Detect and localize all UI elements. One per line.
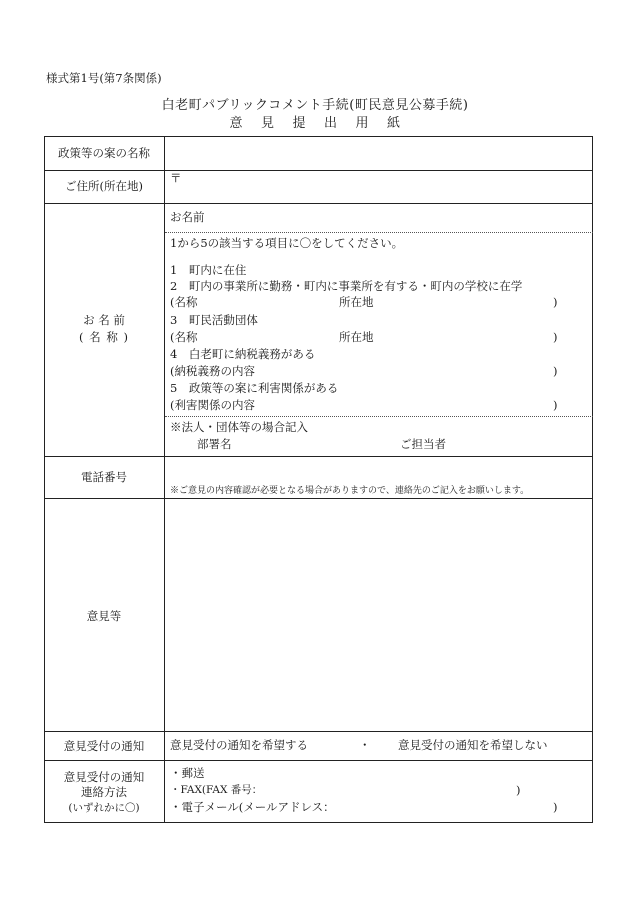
subtitle-char: 用	[355, 116, 370, 131]
dotted-divider	[165, 232, 593, 233]
option-3-location: 所在地	[339, 330, 374, 344]
row-divider	[44, 760, 593, 761]
phone-label: 電話番号	[81, 470, 127, 484]
name-heading: お名前	[170, 210, 205, 224]
option-3-close: )	[553, 330, 558, 344]
contact-person-label: ご担当者	[400, 437, 446, 451]
row-divider	[44, 456, 593, 457]
option-4[interactable]: 4 白老町に納税義務がある	[170, 347, 316, 361]
contact-fax-option[interactable]: ・FAX(FAX 番号：	[170, 784, 263, 796]
subtitle-char: 見	[260, 116, 275, 131]
page-subtitle	[0, 112, 630, 131]
phone-field[interactable]	[166, 458, 591, 482]
option-5[interactable]: 5 政策等の案に利害関係がある	[170, 381, 339, 395]
option-2-name-open: (名称	[170, 295, 198, 309]
row-divider	[44, 170, 593, 171]
postal-mark: 〒	[170, 171, 182, 185]
address-label: ご住所(所在地)	[65, 179, 143, 193]
option-3-name-open: (名称	[170, 330, 198, 344]
option-5-detail-open: (利害関係の内容	[170, 398, 255, 412]
option-2-close: )	[553, 295, 558, 309]
contact-email-option[interactable]: ・電子メール(メールアドレス：	[170, 800, 335, 814]
option-1[interactable]: 1 町内に在住	[170, 263, 247, 277]
notice-label: 意見受付の通知	[63, 739, 145, 753]
option-5-close: )	[553, 398, 558, 412]
notice-separator: ・	[359, 738, 371, 752]
page-title: 白老町パブリックコメント手続(町民意見公募手続)	[161, 98, 469, 113]
row-divider	[44, 731, 593, 732]
contact-email-close: )	[553, 800, 558, 814]
phone-note: ※ご意見の内容確認が必要となる場合がありますので、連絡先のご記入をお願いします。	[170, 486, 530, 496]
column-divider	[164, 136, 165, 823]
policy-name-label: 政策等の案の名称	[58, 146, 150, 160]
subtitle-char: 紙	[387, 116, 401, 131]
option-2[interactable]: 2 町内の事業所に勤務・町内に事業所を有する・町内の学校に在学	[170, 279, 523, 293]
department-label: 部署名	[197, 437, 232, 451]
opinion-label: 意見等	[86, 609, 122, 623]
name-field[interactable]	[215, 206, 590, 230]
dotted-divider	[165, 416, 593, 417]
instruction-text: 1から5の該当する項目に〇をしてください。	[170, 236, 404, 250]
subtitle-char: 提	[292, 116, 306, 131]
option-3[interactable]: 3 町民活動団体	[170, 313, 258, 327]
subtitle-char: 意	[229, 116, 243, 131]
subtitle-char: 出	[324, 116, 338, 131]
notice-yes-option[interactable]: 意見受付の通知を希望する	[170, 738, 308, 752]
policy-name-field[interactable]	[166, 138, 591, 169]
contact-method-hint: (いずれかに〇)	[68, 802, 140, 814]
form-code: 様式第1号(第7条関係)	[46, 71, 162, 85]
option-4-close: )	[553, 364, 558, 378]
opinion-field[interactable]	[166, 500, 591, 730]
corp-note: ※法人・団体等の場合記入	[170, 420, 308, 434]
name-label-sub: ( 名 称 )	[79, 330, 129, 344]
notice-no-option[interactable]: 意見受付の通知を希望しない	[398, 738, 548, 752]
address-field[interactable]	[185, 172, 590, 202]
option-4-detail-open: (納税義務の内容	[170, 364, 255, 378]
contact-method-label-sub: 連絡方法	[81, 785, 127, 799]
row-divider	[44, 203, 593, 204]
contact-mail-option[interactable]: ・郵送	[170, 766, 205, 780]
contact-method-label: 意見受付の通知	[63, 770, 145, 784]
name-label: お 名 前	[83, 313, 125, 327]
contact-fax-close: )	[516, 783, 521, 797]
option-2-location: 所在地	[339, 295, 374, 309]
